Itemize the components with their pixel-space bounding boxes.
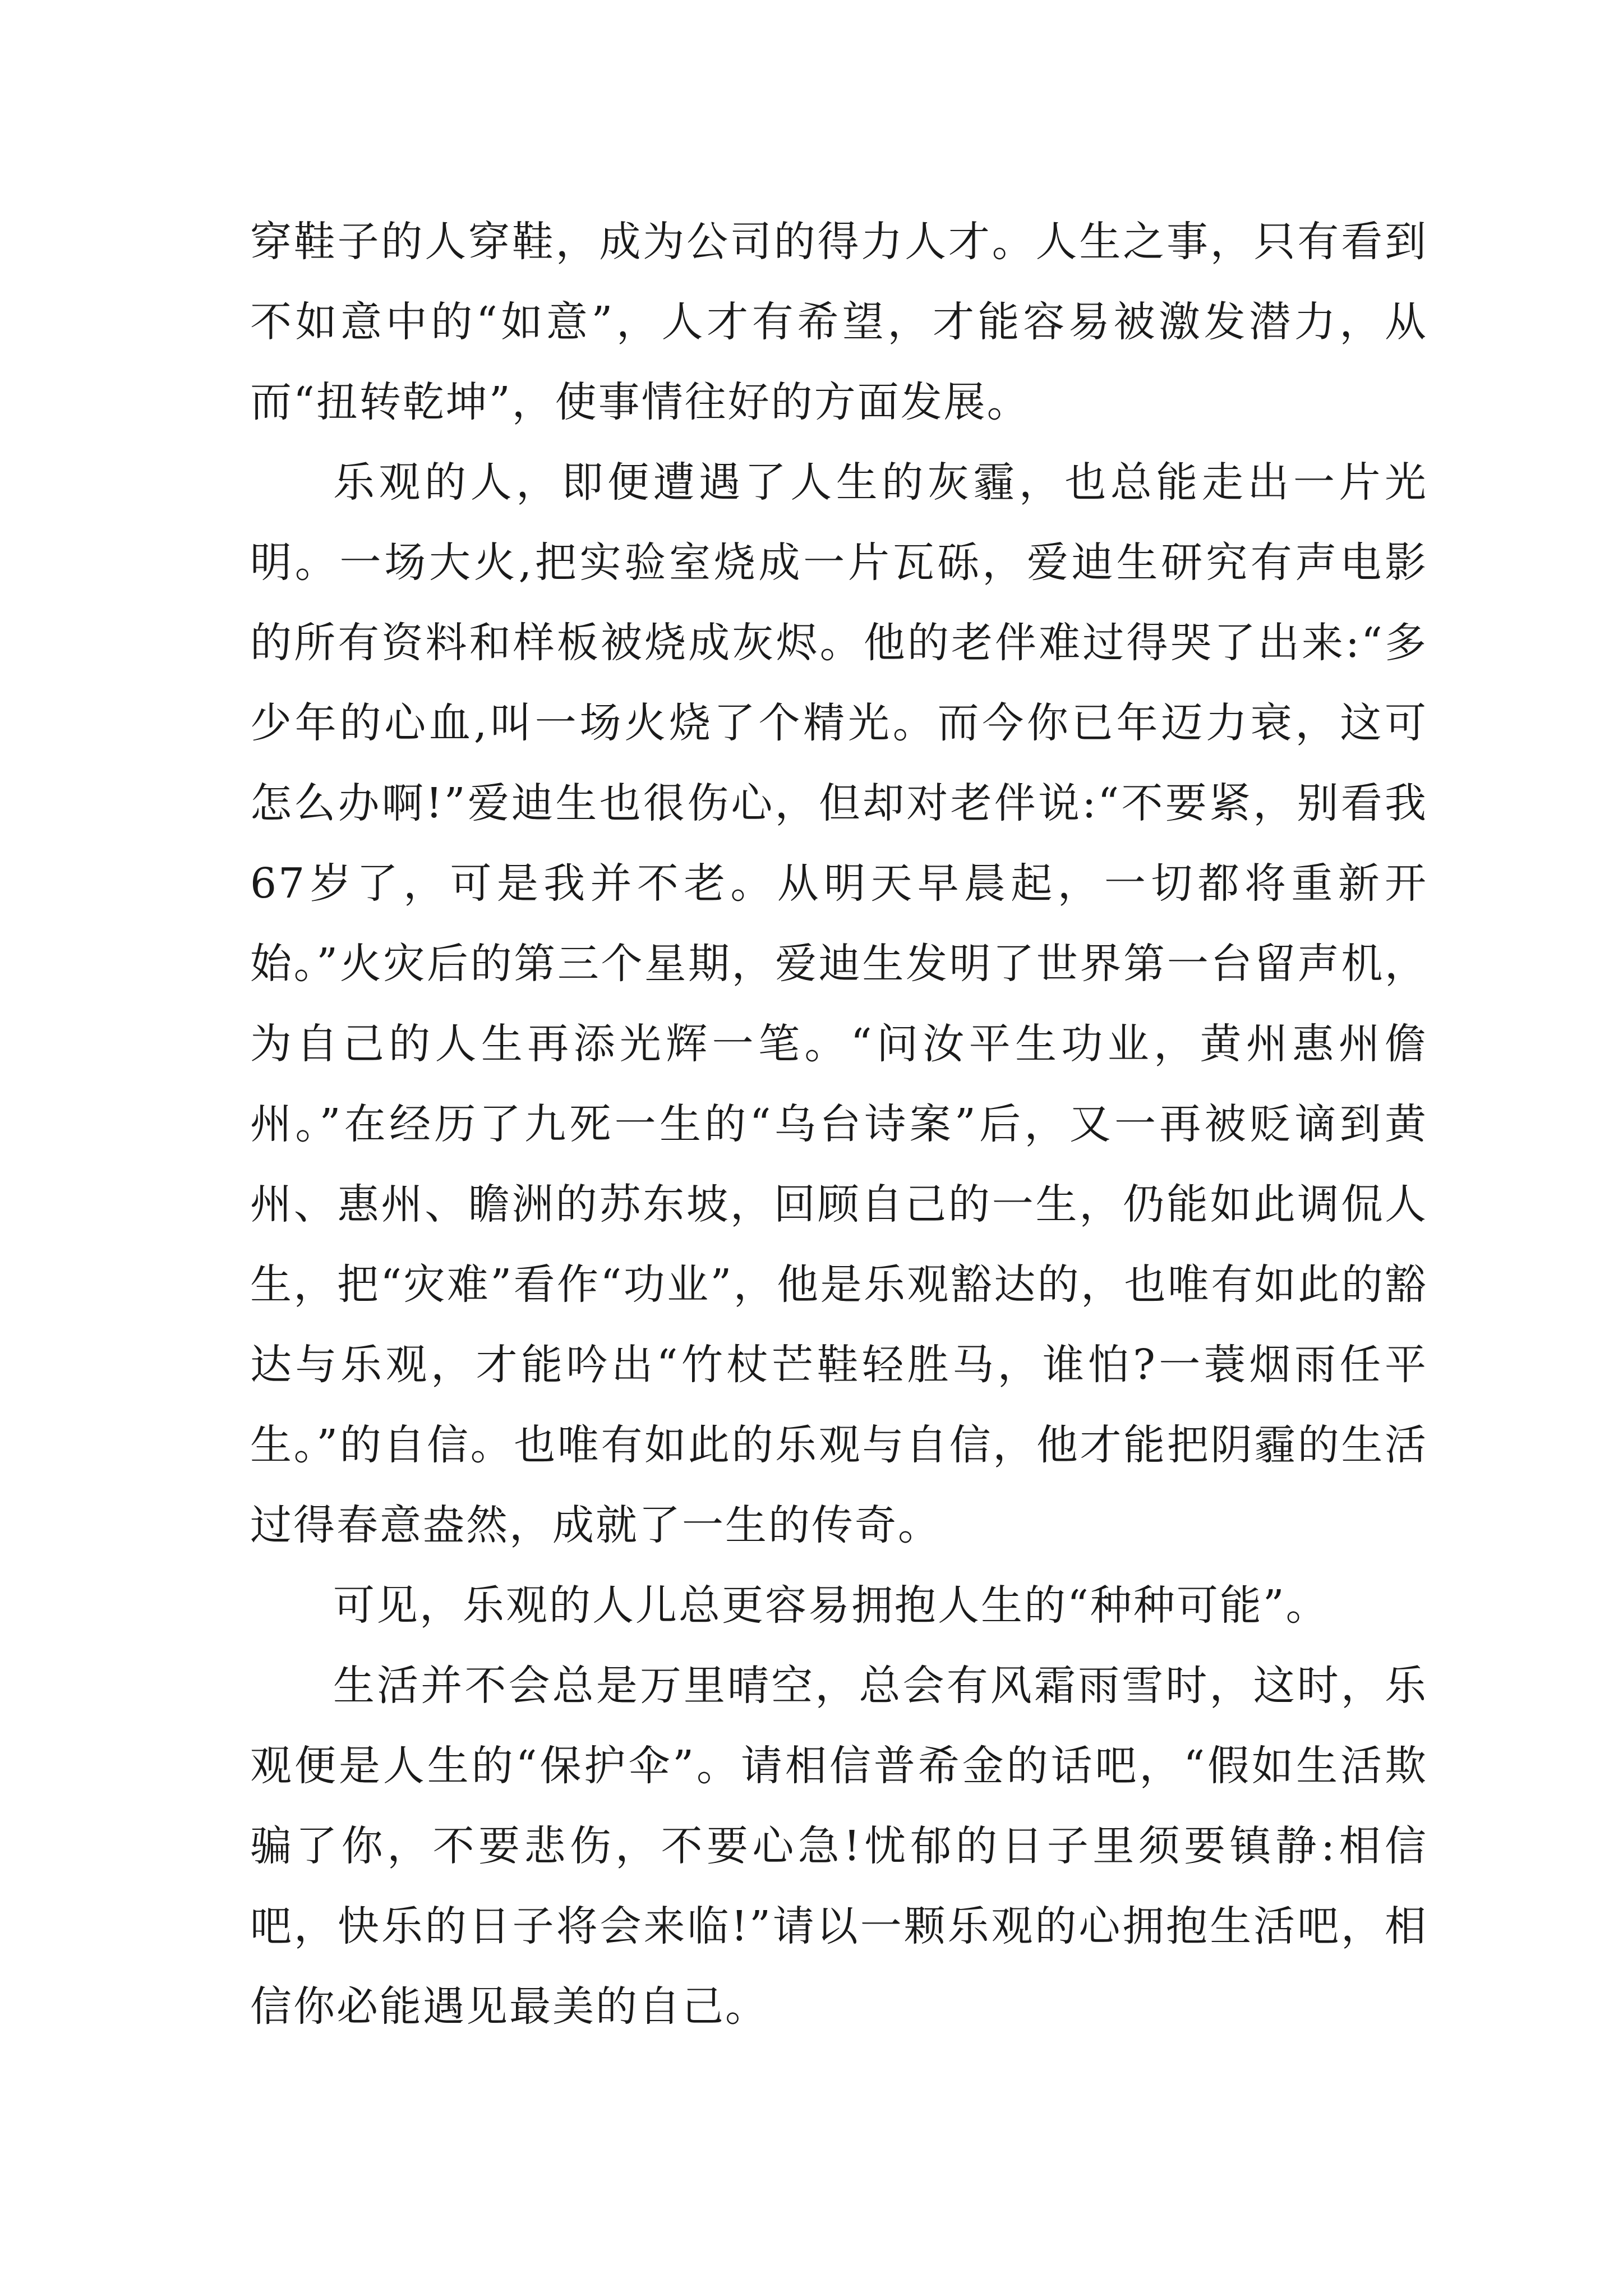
paragraph-1: 穿鞋子的人穿鞋，成为公司的得力人才。人生之事，只有看到不如意中的“如意”，人才有希望，才能容易被激发潜力，从而“扭转乾坤”，使事情往好的方面发展。 bbox=[250, 218, 1428, 426]
paragraph-2: 乐观的人，即便遭遇了人生的灰霾，也总能走出一片光明。一场大火,把实验室烧成一片瓦砾，爱迪生研究有声电影的所有资料和样板被烧成灰烬。他的老伴难过得哭了出来:“多少年的心血,叫一场火烧了个精光。而今你已年迈力衰，这可怎么办啊!”爱迪生也很伤心，但却对老伴说:“不要紧，别看我67岁了，可是我并不老。从明天早晨起，一切都将重新开始。”火灾后的第三个星期，爱迪生发明了世界第一台留声机，为自己的人生再添光辉一笔。“问汝平生功业，黄州惠州儋州。”在经历了九死一生的“乌台诗案”后，又一再被贬谪到黄州、惠州、瞻洲的苏东坡，回顾自己的一生，仍能如此调侃人生，把“灾难”看作“功业”，他是乐观豁达的，也唯有如此的豁达与乐观，才能吟出“竹杖芒鞋轻胜马，谁怕?一蓑烟雨任平生。”的自信。也唯有如此的乐观与自信，他才能把阴霾的生活过得春意盎然，成就了一生的传奇。 bbox=[250, 458, 1428, 1549]
paragraph-4: 生活并不会总是万里晴空，总会有风霜雨雪时，这时，乐观便是人生的“保护伞”。请相信普希金的话吧，“假如生活欺骗了你，不要悲伤，不要心急!忧郁的日子里须要镇静:相信吧，快乐的日子将会来临!”请以一颗乐观的心拥抱生活吧，相信你必能遇见最美的自己。 bbox=[250, 1662, 1428, 2031]
paragraph-3: 可见，乐观的人儿总更容易拥抱人生的“种种可能”。 bbox=[333, 1581, 1329, 1630]
document-body bbox=[250, 202, 1428, 2047]
